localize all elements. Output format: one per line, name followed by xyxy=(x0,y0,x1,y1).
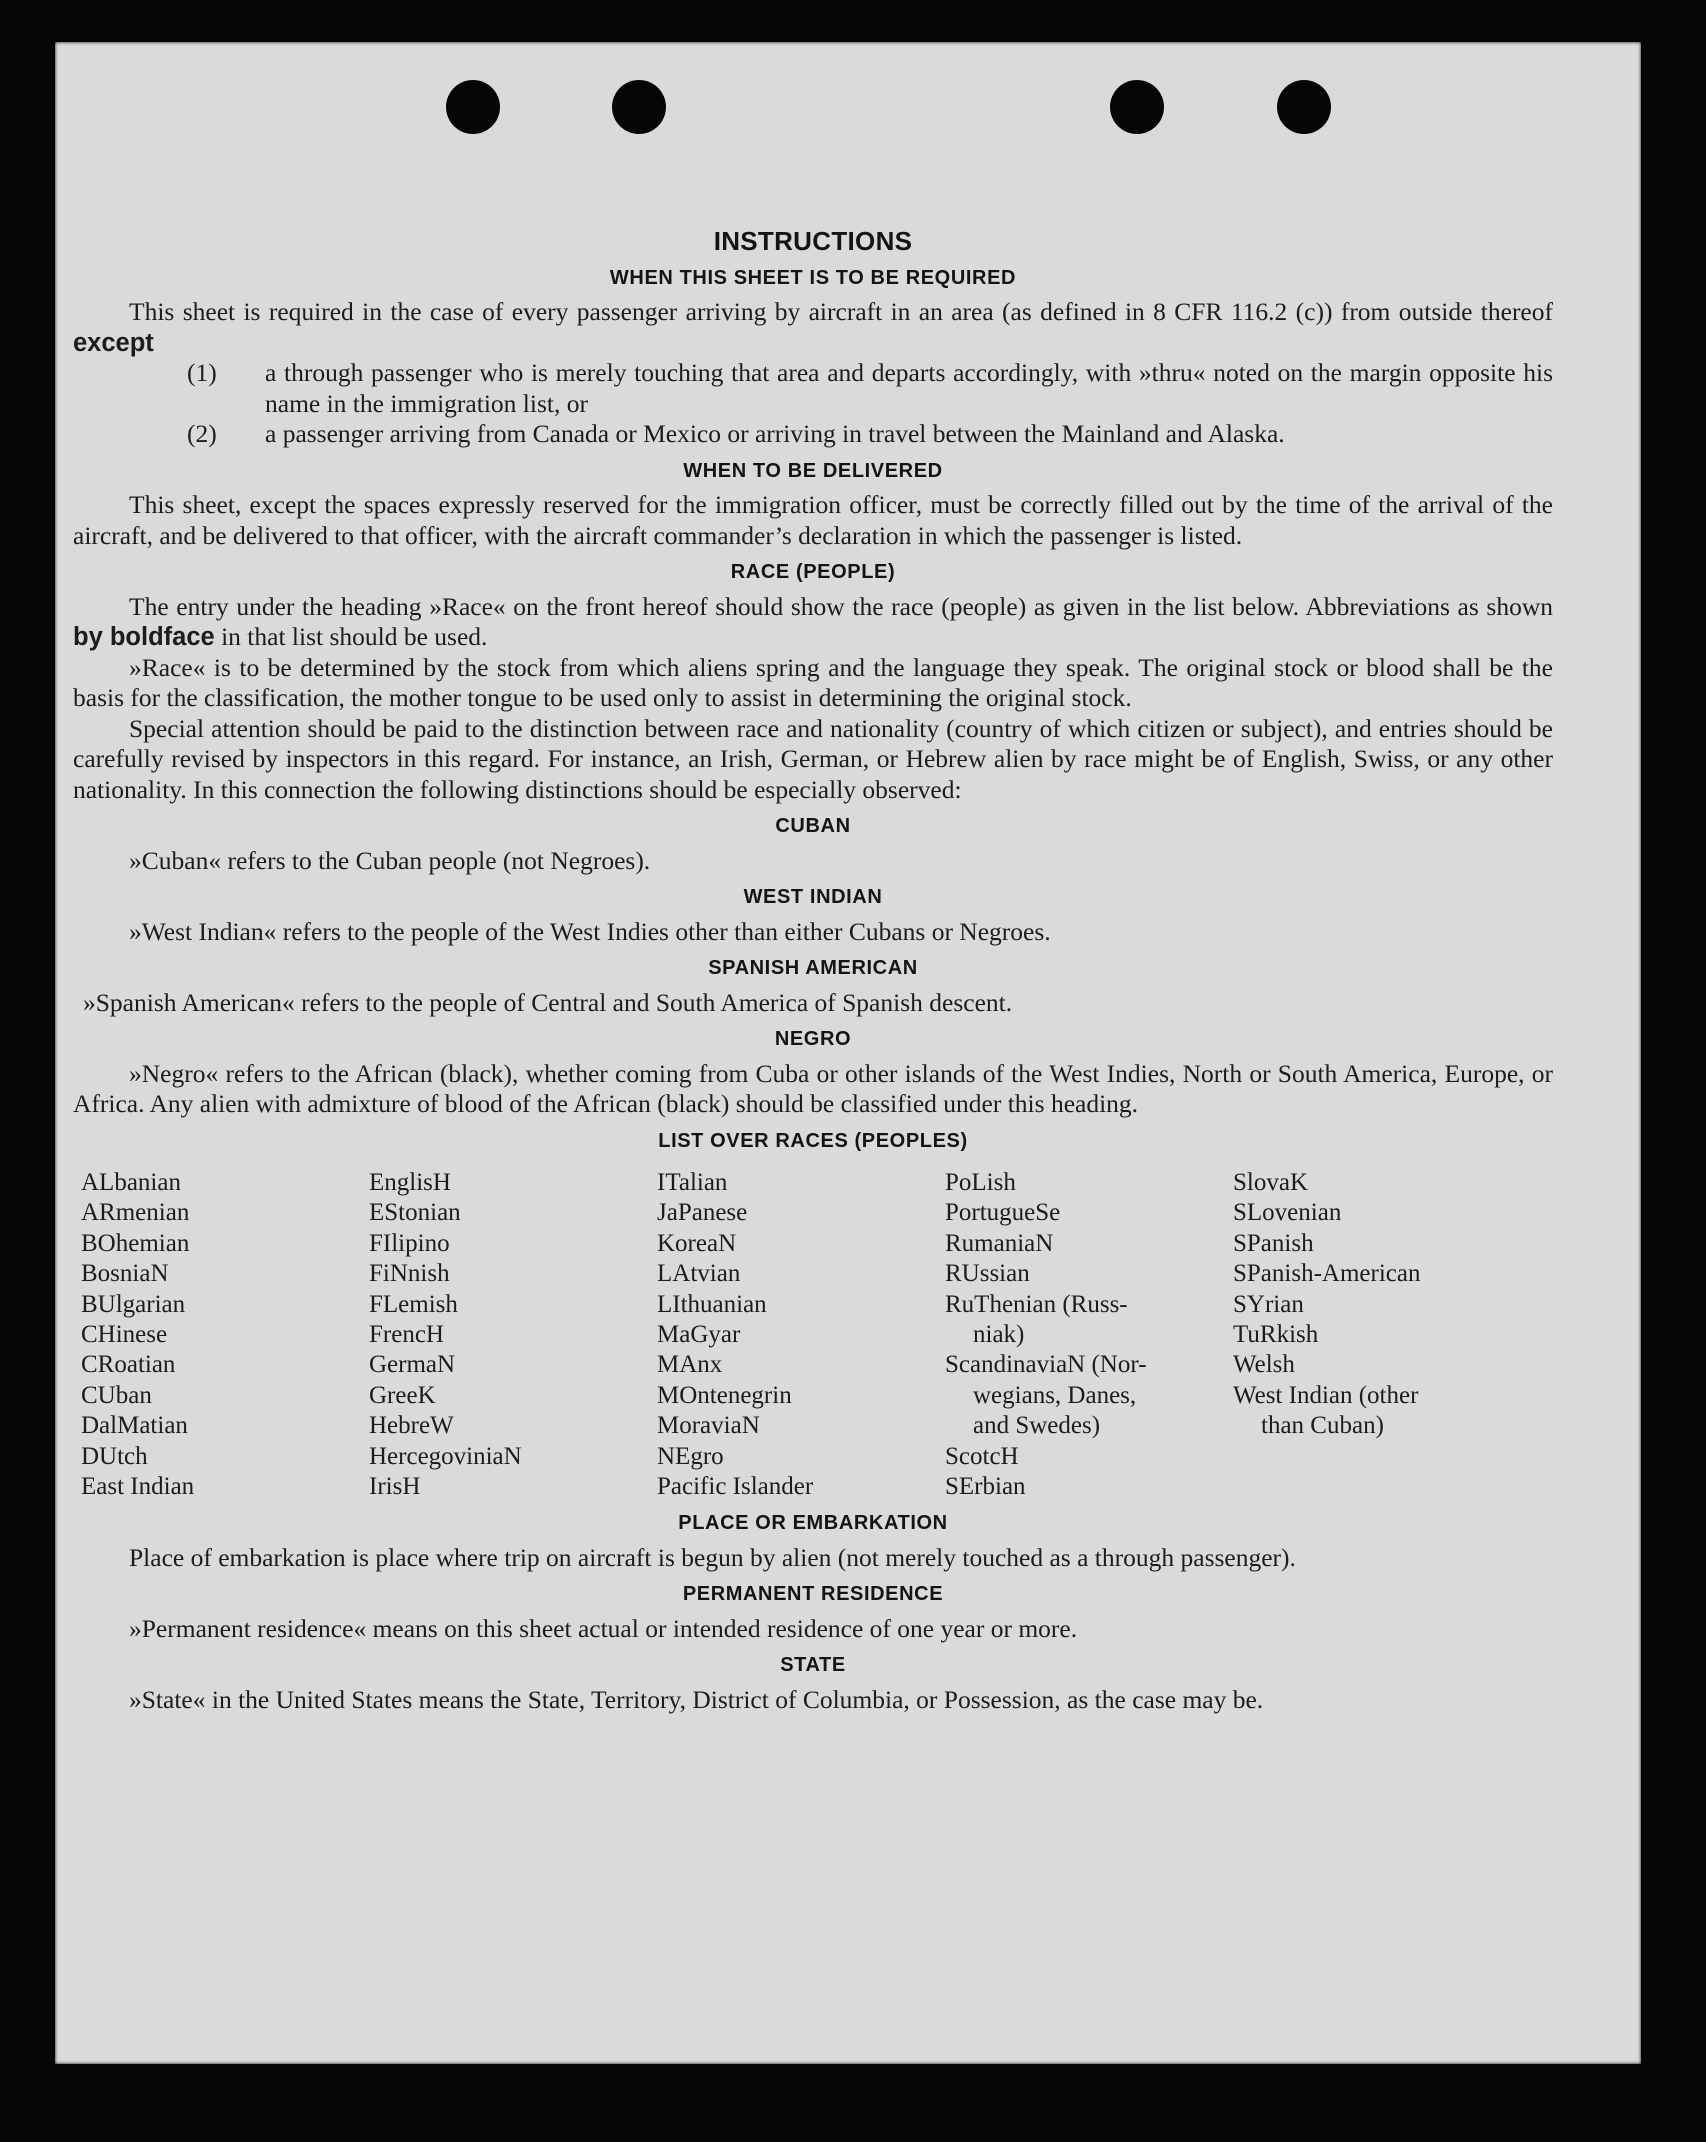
race-entry: SPanish-American xyxy=(1233,1260,1421,1288)
race-entry: TuRkish xyxy=(1233,1321,1319,1349)
race-entry-continuation: and Swedes) xyxy=(973,1412,1101,1440)
race-entry: SErbian xyxy=(945,1473,1026,1501)
race-entry: DalMatian xyxy=(81,1412,188,1440)
race-entry: IrisH xyxy=(369,1473,421,1501)
residence-text: »Permanent residence« means on this sheet actual or intended residence of one year or more. xyxy=(129,1613,1078,1643)
delivered-text: This sheet, except the spaces expressly reserved for the immigration officer, must be correctly filled out by the time of the arrival of the aircraft, and be delivered to that officer, with the aircraft commander’s declaration in which the passenger is listed. xyxy=(73,490,1553,550)
race-entry: CUban xyxy=(81,1381,152,1409)
race-entry: PoLish xyxy=(945,1169,1016,1196)
race-entry: CRoatian xyxy=(81,1351,176,1379)
punch-hole xyxy=(1110,80,1164,134)
race-entry: FIlipino xyxy=(369,1229,450,1257)
race-entry: ALbanian xyxy=(81,1169,181,1196)
races-column-3 xyxy=(657,1168,945,1502)
race-entry: East Indian xyxy=(81,1473,195,1501)
heading-races-list: LIST OVER RACES (PEOPLES) xyxy=(658,1129,968,1152)
race-paragraph-3: Special attention should be paid to the distinction between race and nationality (country of which citizen or subject), and entries should be carefully revised by inspectors in this regard. For instance, an Irish, German, or Hebrew alien by race might be of English, Swiss, or any other nationality. In this connection the following distinctions should be especially observed: xyxy=(73,713,1553,804)
race-entry: GermaN xyxy=(369,1351,456,1379)
race-entry: MoraviaN xyxy=(657,1412,760,1440)
race-entry: NEgro xyxy=(657,1442,724,1470)
race-entry-continuation: niak) xyxy=(973,1321,1025,1349)
document-sheet xyxy=(55,42,1641,2064)
race-entry: DUtch xyxy=(81,1442,148,1470)
race-entry: LIthuanian xyxy=(657,1290,767,1318)
race-entry: FrencH xyxy=(369,1321,444,1349)
race-entry: HebreW xyxy=(369,1412,454,1440)
heading-cuban: CUBAN xyxy=(775,815,851,837)
heading-spanish-american: SPANISH AMERICAN xyxy=(708,957,918,979)
race-paragraph-1: The entry under the heading »Race« on the front hereof should show the race (people) as given in the list below. Abbreviations as shown by boldface in that list should be used. xyxy=(73,591,1553,651)
races-column-4 xyxy=(945,1168,1233,1502)
race-entry-continuation: wegians, Danes, xyxy=(973,1381,1137,1409)
race-paragraph-2: »Race« is to be determined by the stock from which aliens spring and the language they speak. The original stock or blood shall be the basis for the classification, the mother tongue to be used only to assist in determining the original stock. xyxy=(73,652,1553,712)
race-entry: MOntenegrin xyxy=(657,1381,792,1409)
races-list xyxy=(81,1168,1553,1502)
race-entry: KoreaN xyxy=(657,1229,737,1257)
heading-embarkation: PLACE OR EMBARKATION xyxy=(678,1512,948,1535)
race-entry: SPanish xyxy=(1233,1229,1314,1257)
race-entry: GreeK xyxy=(369,1381,436,1409)
race-entry: JaPanese xyxy=(657,1199,748,1227)
required-item-1: (1) a through passenger who is merely touching that area and departs accordingly, with »thru« noted on the margin opposite his name in the immigration list, or xyxy=(187,358,1553,418)
race-entry: RuThenian (Russ- xyxy=(945,1290,1128,1318)
race-entry: RUssian xyxy=(945,1260,1030,1288)
west-indian-text: »West Indian« refers to the people of the West Indies other than either Cubans or Negroes. xyxy=(129,916,1051,946)
heading-residence: PERMANENT RESIDENCE xyxy=(682,1583,944,1606)
race-entry: EStonian xyxy=(369,1199,461,1227)
race-entry: ScotcH xyxy=(945,1442,1019,1470)
heading-negro: NEGRO xyxy=(774,1028,852,1050)
heading-race: RACE (PEOPLE) xyxy=(730,561,896,583)
race-entry: BOhemian xyxy=(81,1229,190,1257)
embarkation-text: Place of embarkation is place where trip on aircraft is begun by alien (not merely touched as a through passenger). xyxy=(129,1542,1296,1572)
punch-hole xyxy=(446,80,500,134)
page-title: INSTRUCTIONS xyxy=(713,226,913,256)
instructions-body xyxy=(73,182,1553,1715)
race-entry: Pacific Islander xyxy=(657,1473,814,1501)
race-entry: LAtvian xyxy=(657,1260,741,1288)
heading-west-indian: WEST INDIAN xyxy=(743,886,883,908)
negro-text: »Negro« refers to the African (black), whether coming from Cuba or other islands of the West Indies, North or South America, Europe, or Africa. Any alien with admixture of blood of the African (black) should be classified under this heading. xyxy=(73,1058,1553,1118)
race-entry: Welsh xyxy=(1233,1351,1295,1379)
race-entry: ScandinaviaN (Nor- xyxy=(945,1351,1147,1379)
race-entry: SLovenian xyxy=(1233,1199,1342,1227)
race-entry: HercegoviniaN xyxy=(369,1442,522,1470)
required-item-2: (2) a passenger arriving from Canada or Mexico or arriving in travel between the Mainland and Alaska. xyxy=(187,419,1285,448)
punch-hole xyxy=(612,80,666,134)
race-entry: West Indian (other xyxy=(1233,1381,1419,1409)
races-column-1 xyxy=(81,1168,369,1502)
punch-hole xyxy=(1277,80,1331,134)
race-entry: MaGyar xyxy=(657,1321,741,1349)
races-column-5 xyxy=(1233,1168,1521,1502)
race-entry: BosniaN xyxy=(81,1260,169,1288)
race-entry: RumaniaN xyxy=(945,1229,1054,1257)
state-text: »State« in the United States means the State, Territory, District of Columbia, or Possession, as the case may be. xyxy=(129,1684,1264,1714)
heading-required: WHEN THIS SHEET IS TO BE REQUIRED xyxy=(609,266,1017,289)
race-entry: EnglisH xyxy=(369,1169,451,1196)
race-entry: FiNnish xyxy=(369,1260,450,1288)
race-entry: MAnx xyxy=(657,1351,723,1379)
cuban-text: »Cuban« refers to the Cuban people (not Negroes). xyxy=(129,845,651,875)
races-column-2 xyxy=(369,1168,657,1502)
race-entry-continuation: than Cuban) xyxy=(1261,1412,1384,1440)
heading-delivered: WHEN TO BE DELIVERED xyxy=(683,459,943,482)
race-entry: BUlgarian xyxy=(81,1290,186,1318)
race-entry: SYrian xyxy=(1233,1290,1304,1318)
required-intro: This sheet is required in the case of every passenger arriving by aircraft in an area (as defined in 8 CFR 116.2 (c)) from outside thereof except xyxy=(73,297,1553,357)
race-entry: PortugueSe xyxy=(945,1199,1061,1227)
race-entry: CHinese xyxy=(81,1321,168,1349)
race-entry: FLemish xyxy=(369,1290,458,1318)
spanish-american-text: »Spanish American« refers to the people of Central and South America of Spanish descent. xyxy=(83,987,1013,1017)
heading-state: STATE xyxy=(780,1654,846,1677)
race-entry: ARmenian xyxy=(81,1199,190,1227)
race-entry: ITalian xyxy=(657,1169,728,1196)
race-entry: SlovaK xyxy=(1233,1169,1308,1196)
